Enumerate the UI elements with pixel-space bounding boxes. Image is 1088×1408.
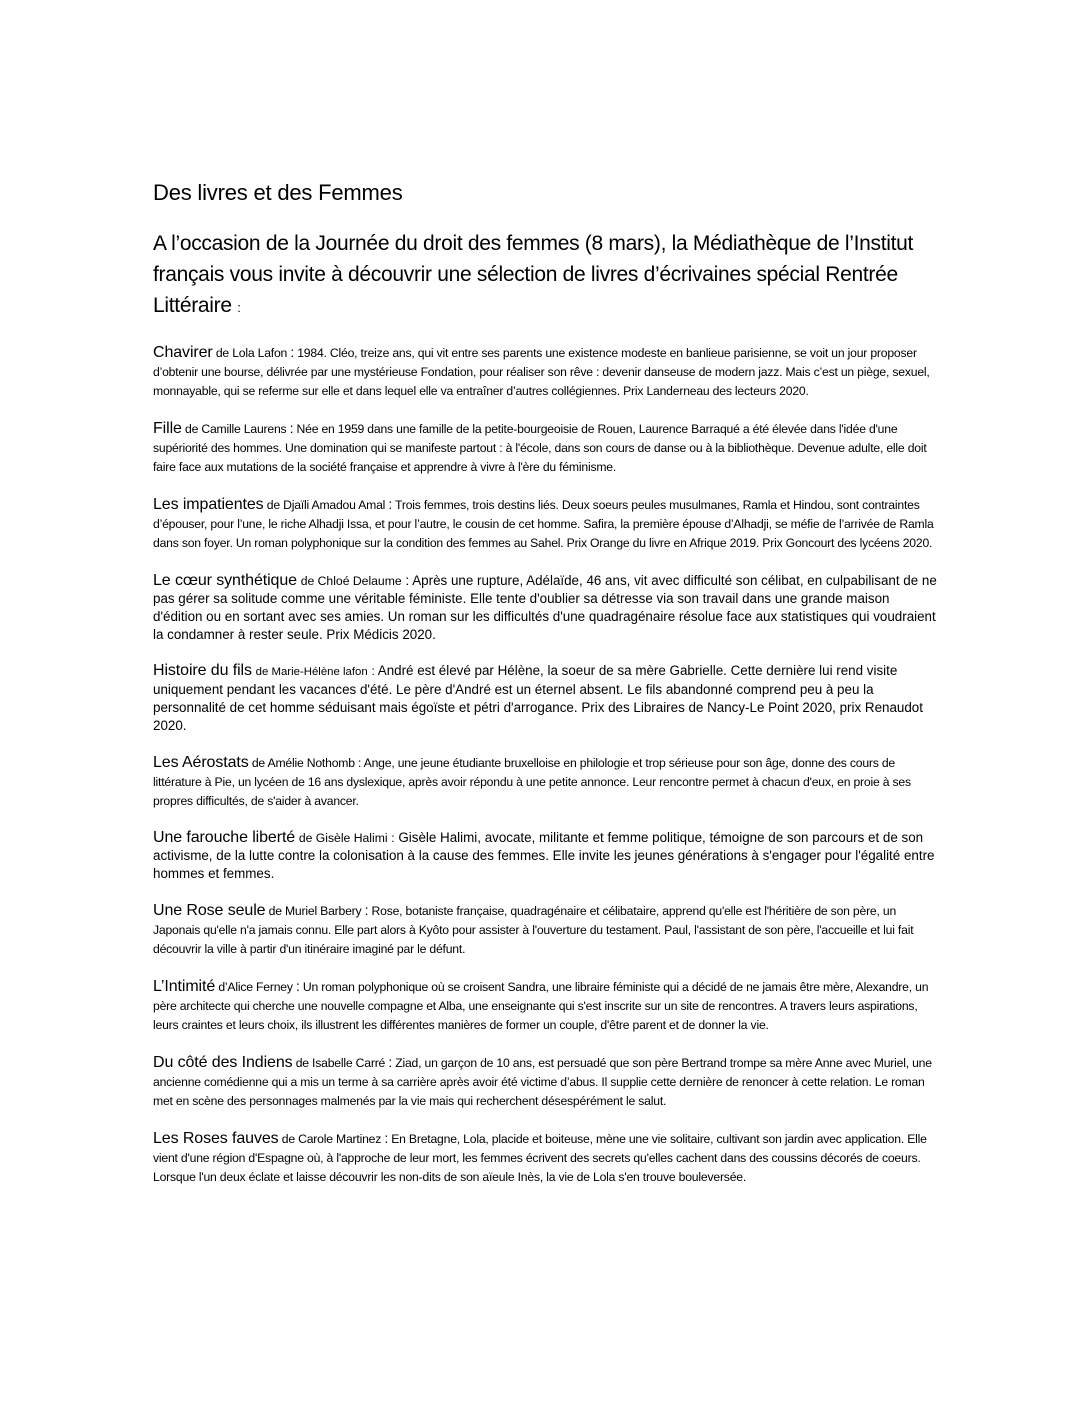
book-author: de Chloé Delaume (300, 574, 402, 588)
book-title: Le cœur synthétique (153, 572, 297, 589)
book-title: Une Rose seule (153, 902, 266, 919)
separator: : (289, 420, 294, 436)
book-entry (153, 419, 939, 477)
book-author: de Carole Martinez (281, 1132, 382, 1146)
book-title: Chavirer (153, 344, 213, 361)
document-title: Des livres et des Femmes (153, 180, 403, 205)
book-title: L’Intimité (153, 978, 216, 995)
book-entry (153, 1129, 939, 1187)
book-title: Les Roses fauves (153, 1130, 279, 1147)
intro-paragraph (153, 228, 939, 323)
book-entry (153, 571, 939, 644)
book-entry (153, 1053, 939, 1111)
separator: : (290, 344, 295, 360)
book-title: Du côté des Indiens (153, 1054, 293, 1071)
book-entry (153, 901, 939, 959)
separator: : (388, 496, 393, 512)
book-description: Ziad, un garçon de 10 ans, est persuadé que son père Bertrand trompe sa mère Anne avec Muriel, une ancienne comédienne qui a mis un terme à sa carrière après avoir été victime d’abus. Il supplie cette dernière de renoncer à cette relation. Le roman met en scène des personnages malmenés par la vie mais qui recherchent désespérément le salut. (153, 1056, 932, 1108)
book-entry (153, 753, 939, 811)
book-description: Rose, botaniste française, quadragénaire et célibataire, apprend qu'elle est l'héritière de son père, un Japonais qu'elle n'a jamais connu. Elle part alors à Kyôto pour assister à l'ouverture du testament. Paul, l'assistant de son père, l'accueille et lui fait découvrir la ville à partir d'un itinéraire imaginé par le défunt. (153, 904, 914, 956)
separator: : (391, 831, 395, 845)
separator: : (358, 756, 362, 770)
separator: : (364, 902, 369, 918)
intro-text: A l’occasion de la Journée du droit des femmes (8 mars), la Médiathèque de l’Institut français vous invite à découvrir une sélection de livres d’écrivaines spécial Rentrée Littéraire (153, 232, 914, 317)
book-description: Après une rupture, Adélaïde, 46 ans, vit avec difficulté son célibat, en culpabilisant de ne pas gérer sa solitude comme une véritable féministe. Elle tente d'oublier sa détresse via son travail dans une grande maison d'édition ou en sortant avec ses amies. Un roman sur les difficultés d'une quadragénaire résolue face aux statistiques qui voudraient la condamner à rester seule. Prix Médicis 2020. (153, 573, 937, 642)
book-author: de Djaïli Amadou Amal (266, 498, 386, 512)
book-author: de Lola Lafon (215, 346, 288, 360)
separator: : (388, 1054, 393, 1070)
book-author: de Camille Laurens (185, 422, 287, 436)
book-title: Une farouche liberté (153, 829, 296, 846)
book-description: Née en 1959 dans une famille de la petite-bourgeoisie de Rouen, Laurence Barraqué a été élevée dans l'idée d'une supériorité des hommes. Une domination qui se manifeste partout : à l'école, dans son cours de danse ou à la bibliothèque. Devenue adulte, elle doit faire face aux mutations de la société française et apprendre à vivre à l'ère du féminisme. (153, 422, 927, 474)
book-description: En Bretagne, Lola, placide et boiteuse, mène une vie solitaire, cultivant son jardin avec application. Elle vient d'une région d'Espagne où, à l'approche de leur mort, les femmes écrivent des secrets qu'elles cachent dans des coussins décorés de coeurs. Lorsque l'un deux éclate et laisse découvrir les non-dits de son aïeule Inès, la vie de Lola s'en trouve bouleversée. (153, 1132, 927, 1184)
book-title: Les impatientes (153, 496, 264, 513)
book-author: de Gisèle Halimi (298, 831, 388, 845)
book-entry (153, 977, 939, 1035)
book-author: de Marie-Hélène lafon (255, 666, 368, 678)
book-author: de Muriel Barbery (268, 904, 362, 918)
separator: : (371, 664, 375, 678)
intro-colon: : (237, 300, 241, 315)
book-entry (153, 829, 939, 883)
book-description: Trois femmes, trois destins liés. Deux soeurs peules musulmanes, Ramla et Hindou, sont contraintes d’épouser, pour l’une, le riche Alhadji Issa, et pour l’autre, le cousin de cet homme. Safira, la première épouse d’Alhadji, se méfie de l’arrivée de Ramla dans son foyer. Un roman polyphonique sur la condition des femmes au Sahel. Prix Orange du livre en Afrique 2019. Prix Goncourt des lycéens 2020. (153, 498, 934, 550)
book-title: Histoire du fils (153, 662, 252, 679)
book-title: Fille (153, 420, 182, 437)
separator: : (405, 572, 410, 588)
book-entry (153, 495, 939, 553)
separator: : (295, 978, 300, 994)
book-description: André est élevé par Hélène, la soeur de sa mère Gabrielle. Cette dernière lui rend visite uniquement pendant les vacances d'été. Le père d'André est un éternel absent. Le fils abandonné comprend peu à peu la personnalité de cet homme séduisant mais égoïste et pétri d'arrogance. Prix des Libraires de Nancy-Le Point 2020, prix Renaudot 2020. (153, 663, 923, 733)
book-author: de Isabelle Carré (295, 1056, 386, 1070)
separator: : (384, 1130, 389, 1146)
book-description: Gisèle Halimi, avocate, militante et femme politique, témoigne de son parcours et de son activisme, de la lutte contre la colonisation à la cause des femmes. Elle invite les jeunes générations à s'engager pour l'égalité entre hommes et femmes. (153, 830, 935, 881)
book-entry (153, 343, 939, 401)
book-description: 1984. Cléo, treize ans, qui vit entre ses parents une existence modeste en banlieue parisienne, se voit un jour proposer d’obtenir une bourse, délivrée par une mystérieuse Fondation, pour réaliser son rêve : devenir danseuse de modern jazz. Mais c’est un piège, sexuel, monnayable, qui se referme sur elle et dans lequel elle va entraîner d’autres collégiennes. Prix Landerneau des lecteurs 2020. (153, 346, 930, 398)
book-title: Les Aérostats (153, 754, 249, 771)
document-page (153, 178, 939, 1205)
book-description: Ange, une jeune étudiante bruxelloise en philologie et trop sérieuse pour son âge, donne des cours de littérature à Pie, un lycéen de 16 ans dyslexique, après avoir répondu à une petite annonce. Leur rencontre permet à chacun d'eux, en proie à ses propres difficultés, de s'aider à avancer. (153, 756, 911, 808)
book-description: Un roman polyphonique où se croisent Sandra, une libraire féministe qui a décidé de ne jamais être mère, Alexandre, un père architecte qui cherche une nouvelle compagne et Alba, une enseignante qui s'est inscrite sur un site de rencontres. A travers leurs aspirations, leurs craintes et leurs choix, ils illustrent les différentes manières de former un couple, d'être parent et de donner la vie. (153, 980, 929, 1032)
book-entry (153, 662, 939, 735)
book-author: de Amélie Nothomb (251, 756, 355, 770)
book-author: d’Alice Ferney (218, 980, 293, 994)
